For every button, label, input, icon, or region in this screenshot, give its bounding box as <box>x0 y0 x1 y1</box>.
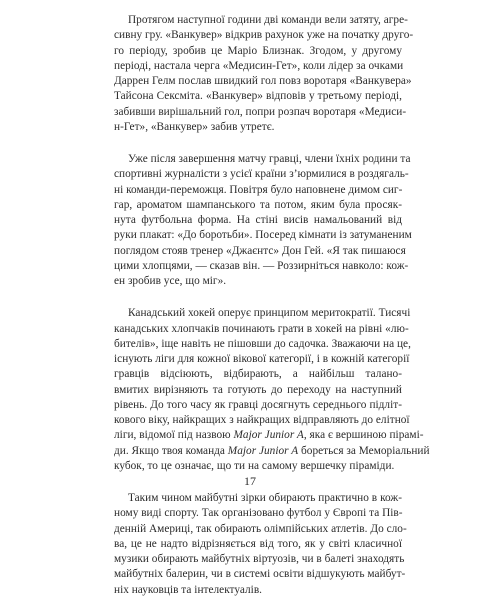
text-line: ніх науковців та інтелектуалів. <box>114 583 263 596</box>
text-line: Таким чином майбутні зірки обирають практично в кож- <box>128 492 402 504</box>
paragraph-3 <box>114 306 430 474</box>
text-line: періоді, настала черга «Медисин-Гет», коли лідер за очками <box>114 59 404 72</box>
page-number: 17 <box>244 474 256 488</box>
paragraph-2 <box>114 152 412 289</box>
text-line: забивши вирішальний гол, попри розпач воротаря «Медиси- <box>114 105 407 118</box>
text-column <box>114 13 430 598</box>
text-line: канадських хлопчаків починають грати в хокей на рівні «лю- <box>114 322 409 335</box>
text-line: сивну гру. «Ванкувер» відкрив рахунок уже на початку друго- <box>114 29 414 42</box>
text-line: руки плакат: «До боротьби». Посеред кімнати із затуманеним <box>114 229 412 242</box>
paragraph-4 <box>114 491 407 598</box>
text-line: кубок, то це означає, що ти на самому вершечку піраміди. <box>114 459 395 472</box>
text-line: ні команди-переможця. Повітря було наповнене димом сиг- <box>114 183 403 196</box>
league-name: Major Junior A <box>227 444 299 457</box>
text-line: цими хлопцями, — сказав він. — Роззирніться навколо: кож- <box>114 259 409 272</box>
text-line: поглядом стояв тренер «Джаєнтс» Дон Гей. «Я так пишаюся <box>114 244 406 257</box>
league-name: Major Junior A <box>233 429 304 442</box>
text-line: кового віку, найкращих з найкращих відправляють до елітної <box>114 414 410 426</box>
text-line: нута футбольна форма. На стіні висів намальований від <box>114 214 402 226</box>
text-line: гар, ароматом шампанського та потом, яким була просяк- <box>114 198 402 211</box>
text-line: ен зробив усе, що міг». <box>114 275 227 287</box>
text-line: вмитих вирізняють та готують до переходу на наступний <box>114 383 402 396</box>
text-line: Уже після завершення матчу гравці, члени їхніх родини та <box>128 153 411 165</box>
text-line: гравців відсіюють, відбирають, а найбільш талано- <box>114 368 402 381</box>
text-line: спортивні журналісти з усієї країни з’юрмилися в роздягаль- <box>114 168 409 181</box>
text-line: ди. Якщо твоя команда Major Junior A бореться за Меморіальний <box>114 444 430 457</box>
text-line: Даррен Гелм послав швидкий гол повз воротаря «Ванкувера» <box>114 75 412 87</box>
text-line: музики обирають майбутніх віртуозів, чи в балеті знаходять <box>114 553 405 565</box>
text-line: Тайсона Сексміта. «Ванкувер» відповів у третьому періоді, <box>114 90 402 103</box>
text-line: ва, це не надто відрізняється від того, як у світі класичної <box>114 537 402 550</box>
text-line: рівень. До того часу як гравці досягнуть середнього підліт- <box>114 398 402 411</box>
text-line: н-Гет», «Ванкувер» забив утретє. <box>114 120 275 133</box>
text-line: Протягом наступної години дві команди вели затяту, агре- <box>128 14 408 26</box>
paragraph-1 <box>114 13 414 135</box>
text-line: денній Америці, так обирають олімпійських атлетів. До сло- <box>114 522 407 535</box>
text-line: го періоду, зробив це Маріо Близнак. Згодом, у другому <box>114 44 402 57</box>
text-line: Канадський хокей оперує принципом меритократії. Тисячі <box>128 307 411 320</box>
text-line: ліги, відомої під назвою Major Junior A, яка є вершиною пірамі- <box>114 429 424 442</box>
paragraph-gap <box>114 289 402 306</box>
paragraph-gap <box>114 135 402 152</box>
text-line: майбутніх балерин, чи в системі освіти відшукують майбут- <box>114 568 406 581</box>
text-line: ному виді спорту. Так організовано футбол у Європі та Пів- <box>114 507 403 520</box>
text-line: існують ліги для кожної вікової категорії, і в кожній категорії <box>114 353 410 365</box>
text-line: бителів», іще навіть не пішовши до садочка. Зважаючи на це, <box>114 337 411 350</box>
